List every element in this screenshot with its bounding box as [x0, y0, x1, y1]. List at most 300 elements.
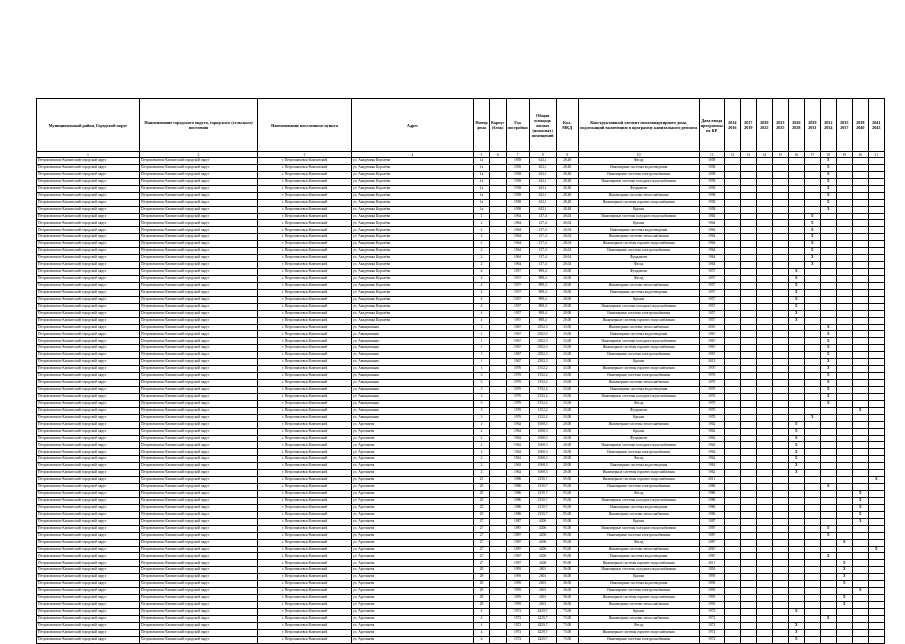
table-row — [37, 602, 885, 609]
period-cell — [836, 442, 852, 449]
period-cell — [724, 255, 740, 262]
period-cell — [772, 608, 788, 615]
period-cell — [740, 608, 756, 615]
element-cell: Инженерные системы горячего водоснабжения — [578, 560, 699, 567]
date-cell: 2013 — [699, 359, 724, 366]
settlement-cell: Петропавловск-Камчатский городской округ — [140, 484, 258, 491]
area-cell: 2150,7 — [529, 484, 556, 491]
period-cell — [804, 470, 820, 477]
period-cell — [804, 491, 820, 498]
settlement-cell: Петропавловск-Камчатский городской округ — [140, 400, 258, 407]
street-cell: ул. Академика Королёва — [352, 289, 474, 296]
mkd-cell: 20,00 — [556, 310, 578, 317]
period-cell — [788, 331, 804, 338]
period-cell — [868, 248, 884, 255]
period-cell — [804, 171, 820, 178]
period-cell — [788, 366, 804, 373]
locality-cell: г. Петропавловск-Камчатский — [258, 435, 352, 442]
date-cell: 1958 — [699, 178, 724, 185]
period-mark: X — [820, 158, 836, 165]
period-cell — [852, 393, 868, 400]
street-cell: ул. Академика Королёва — [352, 213, 474, 220]
block-cell — [490, 497, 507, 504]
period-mark: X — [852, 407, 868, 414]
table-row — [37, 352, 885, 359]
table-row — [37, 338, 885, 345]
street-cell: ул. Академика Королёва — [352, 227, 474, 234]
locality-cell: г. Петропавловск-Камчатский — [258, 220, 352, 227]
period-cell — [772, 484, 788, 491]
period-cell — [740, 234, 756, 241]
table-row — [37, 282, 885, 289]
area-cell: 1068,3 — [529, 449, 556, 456]
locality-cell: г. Петропавловск-Камчатский — [258, 178, 352, 185]
period-cell — [740, 456, 756, 463]
district-cell: Петропавловск-Камчатский городской округ — [37, 303, 140, 310]
period-cell — [868, 553, 884, 560]
period-cell — [756, 588, 772, 595]
period-cell — [756, 456, 772, 463]
period-cell — [756, 414, 772, 421]
settlement-cell: Петропавловск-Камчатский городской округ — [140, 574, 258, 581]
locality-cell: г. Петропавловск-Камчатский — [258, 574, 352, 581]
street-cell: ул. Арсеньева — [352, 622, 474, 629]
period-cell — [804, 164, 820, 171]
mkd-cell: 28,48 — [556, 206, 578, 213]
period-cell — [804, 352, 820, 359]
period-cell — [852, 241, 868, 248]
locality-cell: г. Петропавловск-Камчатский — [258, 518, 352, 525]
district-cell: Петропавловск-Камчатский городской округ — [37, 539, 140, 546]
period-cell — [724, 435, 740, 442]
district-cell: Петропавловск-Камчатский городской округ — [37, 220, 140, 227]
table-row — [37, 491, 885, 498]
period-cell — [852, 338, 868, 345]
period-cell — [740, 262, 756, 269]
period-cell — [740, 421, 756, 428]
period-cell — [756, 164, 772, 171]
date-cell: 1962 — [699, 449, 724, 456]
period-cell — [788, 386, 804, 393]
period-cell — [740, 345, 756, 352]
period-cell — [772, 248, 788, 255]
element-cell: Инженерные системы водоотведения — [578, 289, 699, 296]
block-cell — [490, 470, 507, 477]
period-cell — [756, 393, 772, 400]
table-row — [37, 289, 885, 296]
district-cell: Петропавловск-Камчатский городской округ — [37, 310, 140, 317]
period-cell — [772, 428, 788, 435]
period-cell — [788, 574, 804, 581]
period-cell — [772, 421, 788, 428]
period-cell — [804, 324, 820, 331]
period-cell — [804, 553, 820, 560]
district-cell: Петропавловск-Камчатский городской округ — [37, 289, 140, 296]
period-cell — [772, 615, 788, 622]
period-cell — [788, 185, 804, 192]
year-cell: 1970 — [506, 380, 529, 387]
period-cell — [820, 511, 836, 518]
period-cell — [820, 317, 836, 324]
district-cell: Петропавловск-Камчатский городской округ — [37, 241, 140, 248]
period-cell — [868, 352, 884, 359]
mkd-cell: 20,00 — [556, 269, 578, 276]
period-cell — [724, 560, 740, 567]
element-cell: Инженерные системы горячего водоснабжения — [578, 470, 699, 477]
settlement-cell: Петропавловск-Камчатский городской округ — [140, 546, 258, 553]
district-cell: Петропавловск-Камчатский городской округ — [37, 296, 140, 303]
period-cell — [868, 366, 884, 373]
period-cell — [820, 227, 836, 234]
column-number: 8 — [529, 152, 556, 158]
period-cell — [740, 269, 756, 276]
element-cell: Крыша — [578, 220, 699, 227]
period-cell — [724, 338, 740, 345]
mkd-cell: 73,00 — [556, 615, 578, 622]
column-number: 16 — [788, 152, 804, 158]
mkd-cell: 33,00 — [556, 407, 578, 414]
area-cell: 1068,3 — [529, 442, 556, 449]
period-cell — [868, 504, 884, 511]
year-cell: 1972 — [506, 636, 529, 643]
period-cell — [852, 331, 868, 338]
street-cell: ул. Авиационная — [352, 345, 474, 352]
period-cell — [724, 477, 740, 484]
period-cell — [788, 164, 804, 171]
table-row — [37, 407, 885, 414]
settlement-cell: Петропавловск-Камчатский городской округ — [140, 386, 258, 393]
locality-cell: г. Петропавловск-Камчатский — [258, 269, 352, 276]
period-cell — [820, 629, 836, 636]
period-cell — [820, 269, 836, 276]
settlement-cell: Петропавловск-Камчатский городской округ — [140, 602, 258, 609]
locality-cell: г. Петропавловск-Камчатский — [258, 615, 352, 622]
settlement-cell: Петропавловск-Камчатский городской округ — [140, 275, 258, 282]
year-cell: 1986 — [506, 511, 529, 518]
locality-cell: г. Петропавловск-Камчатский — [258, 414, 352, 421]
period-cell — [772, 227, 788, 234]
date-cell: 1957 — [699, 282, 724, 289]
date-cell: 1986 — [699, 491, 724, 498]
period-cell — [852, 421, 868, 428]
district-cell: Петропавловск-Камчатский городской округ — [37, 199, 140, 206]
date-cell: 1995 — [699, 574, 724, 581]
district-cell: Петропавловск-Камчатский городской округ — [37, 366, 140, 373]
settlement-cell: Петропавловск-Камчатский городской округ — [140, 477, 258, 484]
period-cell — [836, 158, 852, 165]
mkd-cell: 73,00 — [556, 636, 578, 643]
district-cell: Петропавловск-Камчатский городской округ — [37, 345, 140, 352]
date-cell: 2011 — [699, 477, 724, 484]
locality-cell: г. Петропавловск-Камчатский — [258, 511, 352, 518]
year-cell: 1967 — [506, 338, 529, 345]
area-cell: 2601 — [529, 581, 556, 588]
table-row — [37, 400, 885, 407]
period-cell — [852, 456, 868, 463]
district-cell: Петропавловск-Камчатский городской округ — [37, 477, 140, 484]
period-cell — [724, 262, 740, 269]
period-cell — [772, 560, 788, 567]
period-cell — [868, 255, 884, 262]
document-sheet — [36, 98, 885, 644]
period-cell — [820, 428, 836, 435]
period-cell — [772, 345, 788, 352]
period-cell — [852, 345, 868, 352]
period-cell — [772, 463, 788, 470]
block-cell — [490, 525, 507, 532]
period-cell — [868, 213, 884, 220]
locality-cell: г. Петропавловск-Камчатский — [258, 400, 352, 407]
period-cell — [756, 407, 772, 414]
date-cell: 1957 — [699, 275, 724, 282]
period-cell — [836, 248, 852, 255]
period-cell — [788, 504, 804, 511]
year-cell: 1970 — [506, 386, 529, 393]
date-cell: 1972 — [699, 622, 724, 629]
period-mark: X — [804, 414, 820, 421]
house-cell: 1а — [474, 199, 490, 206]
element-cell: Фасад — [578, 539, 699, 546]
district-cell: Петропавловск-Камчатский городской округ — [37, 206, 140, 213]
period-cell — [804, 456, 820, 463]
area-cell: 623,1 — [529, 192, 556, 199]
district-cell: Петропавловск-Камчатский городской округ — [37, 525, 140, 532]
settlement-cell: Петропавловск-Камчатский городской округ — [140, 393, 258, 400]
year-cell: 1987 — [506, 518, 529, 525]
house-cell: 3 — [474, 373, 490, 380]
period-mark: X — [836, 560, 852, 567]
element-cell: Инженерные системы холодного водоснабжения — [578, 567, 699, 574]
period-mark: X — [804, 213, 820, 220]
area-cell: 898,4 — [529, 269, 556, 276]
period-cell — [724, 504, 740, 511]
period-cell — [724, 199, 740, 206]
element-cell: Инженерные системы электроснабжения — [578, 373, 699, 380]
district-cell: Петропавловск-Камчатский городской округ — [37, 456, 140, 463]
period-cell — [852, 275, 868, 282]
period-cell — [724, 352, 740, 359]
table-row — [37, 255, 885, 262]
settlement-cell: Петропавловск-Камчатский городской округ — [140, 560, 258, 567]
element-cell: Фасад — [578, 158, 699, 165]
mkd-cell: 28,48 — [556, 171, 578, 178]
period-mark: X — [852, 511, 868, 518]
period-cell — [820, 497, 836, 504]
period-cell — [836, 546, 852, 553]
element-cell: Фасад — [578, 275, 699, 282]
period-cell — [788, 567, 804, 574]
settlement-cell: Петропавловск-Камчатский городской округ — [140, 241, 258, 248]
period-cell — [868, 241, 884, 248]
period-cell — [756, 269, 772, 276]
block-cell — [490, 414, 507, 421]
period-cell — [756, 310, 772, 317]
area-cell: 2502,3 — [529, 359, 556, 366]
period-cell — [756, 241, 772, 248]
column-header: 2014 2016 — [724, 99, 740, 152]
period-cell — [868, 567, 884, 574]
district-cell: Петропавловск-Камчатский городской округ — [37, 407, 140, 414]
date-cell: 1972 — [699, 636, 724, 643]
period-cell — [740, 241, 756, 248]
period-mark: X — [820, 331, 836, 338]
table-row — [37, 588, 885, 595]
period-cell — [852, 581, 868, 588]
district-cell: Петропавловск-Камчатский городской округ — [37, 213, 140, 220]
date-cell: 1957 — [699, 269, 724, 276]
period-cell — [836, 289, 852, 296]
period-mark: X — [788, 470, 804, 477]
settlement-cell: Петропавловск-Камчатский городской округ — [140, 178, 258, 185]
period-cell — [724, 227, 740, 234]
period-cell — [804, 525, 820, 532]
year-cell: 1962 — [506, 421, 529, 428]
period-cell — [756, 491, 772, 498]
period-cell — [852, 366, 868, 373]
column-header: Общая площадь жилых (нежилых) помещений — [529, 99, 556, 152]
block-cell — [490, 178, 507, 185]
period-cell — [724, 518, 740, 525]
period-cell — [756, 289, 772, 296]
period-cell — [740, 359, 756, 366]
block-cell — [490, 511, 507, 518]
period-cell — [804, 317, 820, 324]
house-cell: 2 — [474, 227, 490, 234]
column-number: 9 — [556, 152, 578, 158]
year-cell: 1958 — [506, 192, 529, 199]
mkd-cell: 33,00 — [556, 366, 578, 373]
date-cell: 1970 — [699, 393, 724, 400]
element-cell: Инженерные системы электроснабжения — [578, 636, 699, 643]
house-cell: 4 — [474, 296, 490, 303]
element-cell: Инженерные системы холодного водоснабжения — [578, 393, 699, 400]
element-cell: Инженерные системы электроснабжения — [578, 352, 699, 359]
mkd-cell: 20,00 — [556, 442, 578, 449]
period-cell — [868, 359, 884, 366]
mkd-cell: 33,00 — [556, 324, 578, 331]
period-cell — [788, 262, 804, 269]
period-cell — [852, 608, 868, 615]
period-cell — [820, 567, 836, 574]
date-cell: 1962 — [699, 470, 724, 477]
column-number: 1 — [37, 152, 140, 158]
street-cell: ул. Авиационная — [352, 407, 474, 414]
block-cell — [490, 615, 507, 622]
year-cell: 1967 — [506, 345, 529, 352]
period-cell — [852, 171, 868, 178]
area-cell: 2502,3 — [529, 352, 556, 359]
period-cell — [756, 518, 772, 525]
street-cell: ул. Арсеньева — [352, 560, 474, 567]
area-cell: 2502,3 — [529, 331, 556, 338]
period-cell — [852, 262, 868, 269]
column-number: 21 — [868, 152, 884, 158]
block-cell — [490, 553, 507, 560]
settlement-cell: Петропавловск-Камчатский городской округ — [140, 220, 258, 227]
period-cell — [724, 373, 740, 380]
street-cell: ул. Арсеньева — [352, 477, 474, 484]
street-cell: ул. Арсеньева — [352, 595, 474, 602]
area-cell: 2502,3 — [529, 345, 556, 352]
mkd-cell: 20,00 — [556, 275, 578, 282]
district-cell: Петропавловск-Камчатский городской округ — [37, 262, 140, 269]
date-cell: 1995 — [699, 588, 724, 595]
period-mark: X — [820, 359, 836, 366]
block-cell — [490, 164, 507, 171]
date-cell: 1986 — [699, 511, 724, 518]
period-cell — [836, 199, 852, 206]
period-cell — [740, 574, 756, 581]
period-cell — [756, 303, 772, 310]
street-cell: ул. Арсеньева — [352, 511, 474, 518]
period-cell — [772, 269, 788, 276]
element-cell: Инженерные системы горячего водоснабжения — [578, 629, 699, 636]
period-cell — [788, 345, 804, 352]
block-cell — [490, 504, 507, 511]
year-cell: 1995 — [506, 595, 529, 602]
element-cell: Крыша — [578, 359, 699, 366]
settlement-cell: Петропавловск-Камчатский городской округ — [140, 497, 258, 504]
table-row — [37, 560, 885, 567]
period-cell — [772, 477, 788, 484]
period-cell — [788, 192, 804, 199]
period-cell — [724, 470, 740, 477]
area-cell: 2150,7 — [529, 491, 556, 498]
element-cell: Фундамент — [578, 185, 699, 192]
street-cell: ул. Академика Королёва — [352, 310, 474, 317]
date-cell: 1962 — [699, 421, 724, 428]
element-cell: Инженерные системы холодного водоснабжения — [578, 525, 699, 532]
period-cell — [868, 338, 884, 345]
mkd-cell: 95,00 — [556, 525, 578, 532]
period-cell — [868, 414, 884, 421]
period-cell — [756, 421, 772, 428]
area-cell: 137,4 — [529, 241, 556, 248]
locality-cell: г. Петропавловск-Камчатский — [258, 560, 352, 567]
locality-cell: г. Петропавловск-Камчатский — [258, 171, 352, 178]
area-cell: 4229,7 — [529, 615, 556, 622]
settlement-cell: Петропавловск-Камчатский городской округ — [140, 234, 258, 241]
column-number: 3 — [258, 152, 352, 158]
mkd-cell: 95,00 — [556, 491, 578, 498]
table-row — [37, 199, 885, 206]
area-cell: 137,4 — [529, 248, 556, 255]
period-cell — [724, 525, 740, 532]
street-cell: ул. Арсеньева — [352, 470, 474, 477]
period-mark: X — [788, 456, 804, 463]
period-cell — [788, 539, 804, 546]
mkd-cell: 33,00 — [556, 359, 578, 366]
date-cell: 1987 — [699, 553, 724, 560]
district-cell: Петропавловск-Камчатский городской округ — [37, 470, 140, 477]
house-cell: 4 — [474, 622, 490, 629]
date-cell: 1962 — [699, 428, 724, 435]
district-cell: Петропавловск-Камчатский городской округ — [37, 435, 140, 442]
period-cell — [868, 171, 884, 178]
period-cell — [724, 220, 740, 227]
date-cell: 1962 — [699, 463, 724, 470]
period-cell — [756, 608, 772, 615]
period-cell — [724, 282, 740, 289]
period-cell — [868, 421, 884, 428]
element-cell: Инженерные системы водоотведения — [578, 581, 699, 588]
period-cell — [724, 442, 740, 449]
period-cell — [804, 178, 820, 185]
period-cell — [740, 380, 756, 387]
period-cell — [756, 234, 772, 241]
period-cell — [804, 518, 820, 525]
mkd-cell: 95,00 — [556, 532, 578, 539]
